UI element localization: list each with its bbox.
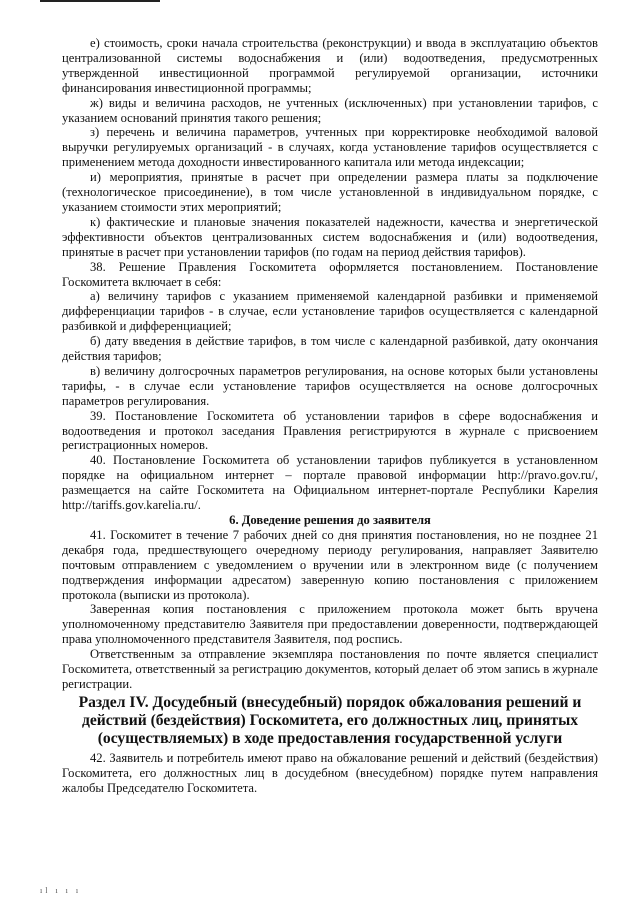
paragraph-40: 40. Постановление Госкомитета об установлении тарифов публикуется в установленном порядке на официальном интернет – портале правовой информации http://pravo.gov.ru/, размещается на сайте Госкомитета на Официальном интернет-портале Республики Карелия http://tariffs.gov.karelia.ru/. <box>62 453 598 513</box>
paragraph-item-i: и) мероприятия, принятые в расчет при определении размера платы за подключение (технологическое присоединение), в том числе установленной в индивидуальном порядке, с указанием стоимости этих мероприятий; <box>62 170 598 214</box>
paragraph-41-responsible: Ответственным за отправление экземпляра постановления по почте является специалист Госкомитета, ответственный за регистрацию документов, который делает об этом запись в журнале регистрации. <box>62 647 598 691</box>
document-page <box>62 36 598 796</box>
paragraph-38-a: а) величину тарифов с указанием применяемой календарной разбивки и применяемой дифференциации тарифов - в случае, если установление тарифов осуществляется с календарной разбивкой и дифференциацией; <box>62 289 598 334</box>
paragraph-42: 42. Заявитель и потребитель имеют право на обжалование решений и действий (бездействия) Госкомитета, его должностных лиц в досудебном (внесудебном) порядке путем направления жалобы Председателю Госкомитета. <box>62 750 598 795</box>
paragraph-41-copy: Заверенная копия постановления с приложением протокола может быть вручена уполномоченному представителю Заявителя при предоставлении доверенности, подтверждающей права уполномоченного представителя Заявителя, под роспись. <box>62 602 598 647</box>
scan-footer-marks: ıl ı ı ı <box>40 886 82 895</box>
paragraph-41: 41. Госкомитет в течение 7 рабочих дней со дня принятия постановления, но не позднее 21 декабря года, предшествующего очередному периоду регулирования, направляет Заявителю почтовым отправлением с уведомлением о вручении или в электронном виде (с получением подтверждения информации адресатом) заверенную копию постановления с приложением протокола (выписки из протокола). <box>62 527 598 602</box>
paragraph-38: 38. Решение Правления Госкомитета оформляется постановлением. Постановление Госкомитета включает в себя: <box>62 259 598 289</box>
subsection-heading-6: 6. Доведение решения до заявителя <box>229 513 431 527</box>
paragraph-38-v: в) величину долгосрочных параметров регулирования, на основе которых были установлены тарифы, - в случае если установление тарифов осуществляется на основе долгосрочных параметров регулирования. <box>62 363 598 408</box>
paragraph-38-b: б) дату введения в действие тарифов, в том числе с календарной разбивкой, дату окончания действия тарифов; <box>62 334 598 364</box>
paragraph-39: 39. Постановление Госкомитета об установлении тарифов в сфере водоснабжения и водоотведения и протокол заседания Правления регистрируются в журнале с присвоением регистрационных номеров. <box>62 408 598 453</box>
section-iv-heading: Раздел IV. Досудебный (внесудебный) порядок обжалования решений и действий (бездействия) Госкомитета, его должностных лиц, принятых (осуществляемых) в ходе предоставления государственной услуги <box>78 693 582 747</box>
paragraph-item-zh: ж) виды и величина расходов, не учтенных (исключенных) при установлении тарифов, с указанием оснований принятия такого решения; <box>62 95 598 125</box>
paragraph-item-k: к) фактические и плановые значения показателей надежности, качества и энергетической эффективности объектов централизованных систем водоснабжения и (или) водоотведения, принятые в расчет при установлении тарифов (по годам на период действия тарифов). <box>62 214 598 259</box>
paragraph-item-z: з) перечень и величина параметров, учтенных при корректировке необходимой валовой выручки регулируемых организаций - в случаях, когда установление тарифов осуществляется с применением метода доходности инвестированного капитала или метода индексации; <box>62 125 598 170</box>
scan-top-line <box>40 0 160 2</box>
paragraph-item-e: е) стоимость, сроки начала строительства (реконструкции) и ввода в эксплуатацию объектов централизованной системы водоснабжения и (или) водоотведения, предусмотренных утвержденной инвестиционной программой регулируемой организации, источники финансирования инвестиционной программы; <box>62 36 598 95</box>
